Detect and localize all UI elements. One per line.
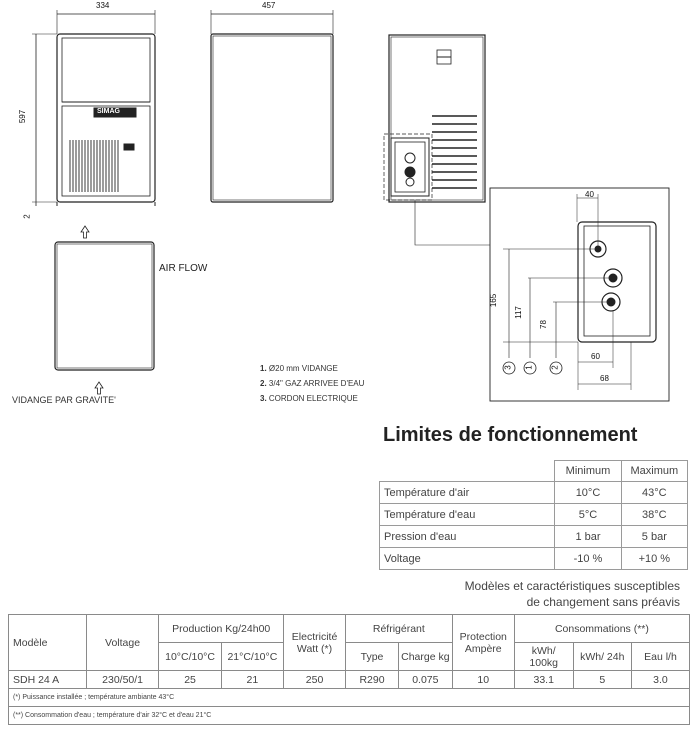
header-power: Electricité Watt (*) [284, 615, 346, 671]
drain-arrow-icon [95, 382, 103, 394]
air-flow-arrow-icon [81, 226, 89, 238]
brand-logo: SIMAG [97, 108, 120, 115]
header-production: Production Kg/24h00 [159, 615, 284, 643]
table-row: Pression d'eau 1 bar 5 bar [380, 526, 688, 548]
header-voltage: Voltage [86, 615, 159, 671]
dim-front-width: 334 [96, 1, 110, 10]
header-consumption: Consommations (**) [514, 615, 689, 643]
col-minimum: Minimum [555, 461, 621, 482]
back-view [384, 35, 490, 245]
header-prod-a: 10°C/10°C [159, 643, 221, 671]
disclaimer-note: Modèles et caractéristiques susceptibles de changement sans préavis [464, 579, 680, 609]
front-view [32, 10, 155, 206]
limits-title: Limites de fonctionnement [383, 424, 638, 446]
callout-3: 3 [503, 365, 513, 370]
dim-40: 40 [585, 190, 594, 199]
header-prod-b: 21°C/10°C [221, 643, 283, 671]
dim-front-height: 597 [18, 109, 28, 124]
header-kwh-24h: kWh/ 24h [573, 643, 631, 671]
legend-item: 3. CORDON ELECTRIQUE [260, 394, 358, 403]
callout-1: 1 [524, 365, 534, 370]
footnote-row: (**) Consommation d'eau ; température d'air 32°C et d'eau 21°C [9, 707, 690, 725]
callout-2: 2 [550, 365, 560, 370]
limits-table [379, 460, 688, 570]
drain-label: VIDANGE PAR GRAVITE' [12, 395, 116, 405]
col-maximum: Maximum [621, 461, 687, 482]
table-row: SDH 24 A 230/50/1 25 21 250 R290 0.075 10 33.1 5 3.0 [9, 671, 690, 689]
dim-foot-height: 2 [22, 214, 32, 219]
legend-item: 2. 3/4" GAZ ARRIVEE D'EAU [260, 379, 365, 388]
header-ref-charge: Charge kg [398, 643, 452, 671]
dim-165: 165 [489, 293, 499, 308]
legend-item: 1. Ø20 mm VIDANGE [260, 364, 338, 373]
table-row: Voltage -10 % +10 % [380, 548, 688, 570]
connections-detail [490, 188, 669, 401]
header-kwh-100kg: kWh/ 100kg [514, 643, 573, 671]
header-water: Eau l/h [631, 643, 689, 671]
header-protection: Protection Ampère [452, 615, 514, 671]
connection-legend [260, 361, 364, 406]
header-model: Modèle [9, 615, 87, 671]
top-view [55, 242, 154, 370]
dim-68: 68 [600, 374, 609, 383]
header-refrigerant: Réfrigérant [346, 615, 453, 643]
specs-table [8, 614, 690, 725]
dim-78: 78 [538, 320, 548, 329]
dim-side-depth: 457 [262, 1, 276, 10]
air-flow-label: AIR FLOW [159, 263, 208, 274]
table-row: Température d'air 10°C 43°C [380, 482, 688, 504]
dim-60: 60 [591, 352, 600, 361]
table-row: Température d'eau 5°C 38°C [380, 504, 688, 526]
footnote-row: (*) Puissance installée ; température ambiante 43°C [9, 689, 690, 707]
header-ref-type: Type [346, 643, 399, 671]
side-view [211, 10, 333, 202]
dim-117: 117 [513, 306, 523, 319]
